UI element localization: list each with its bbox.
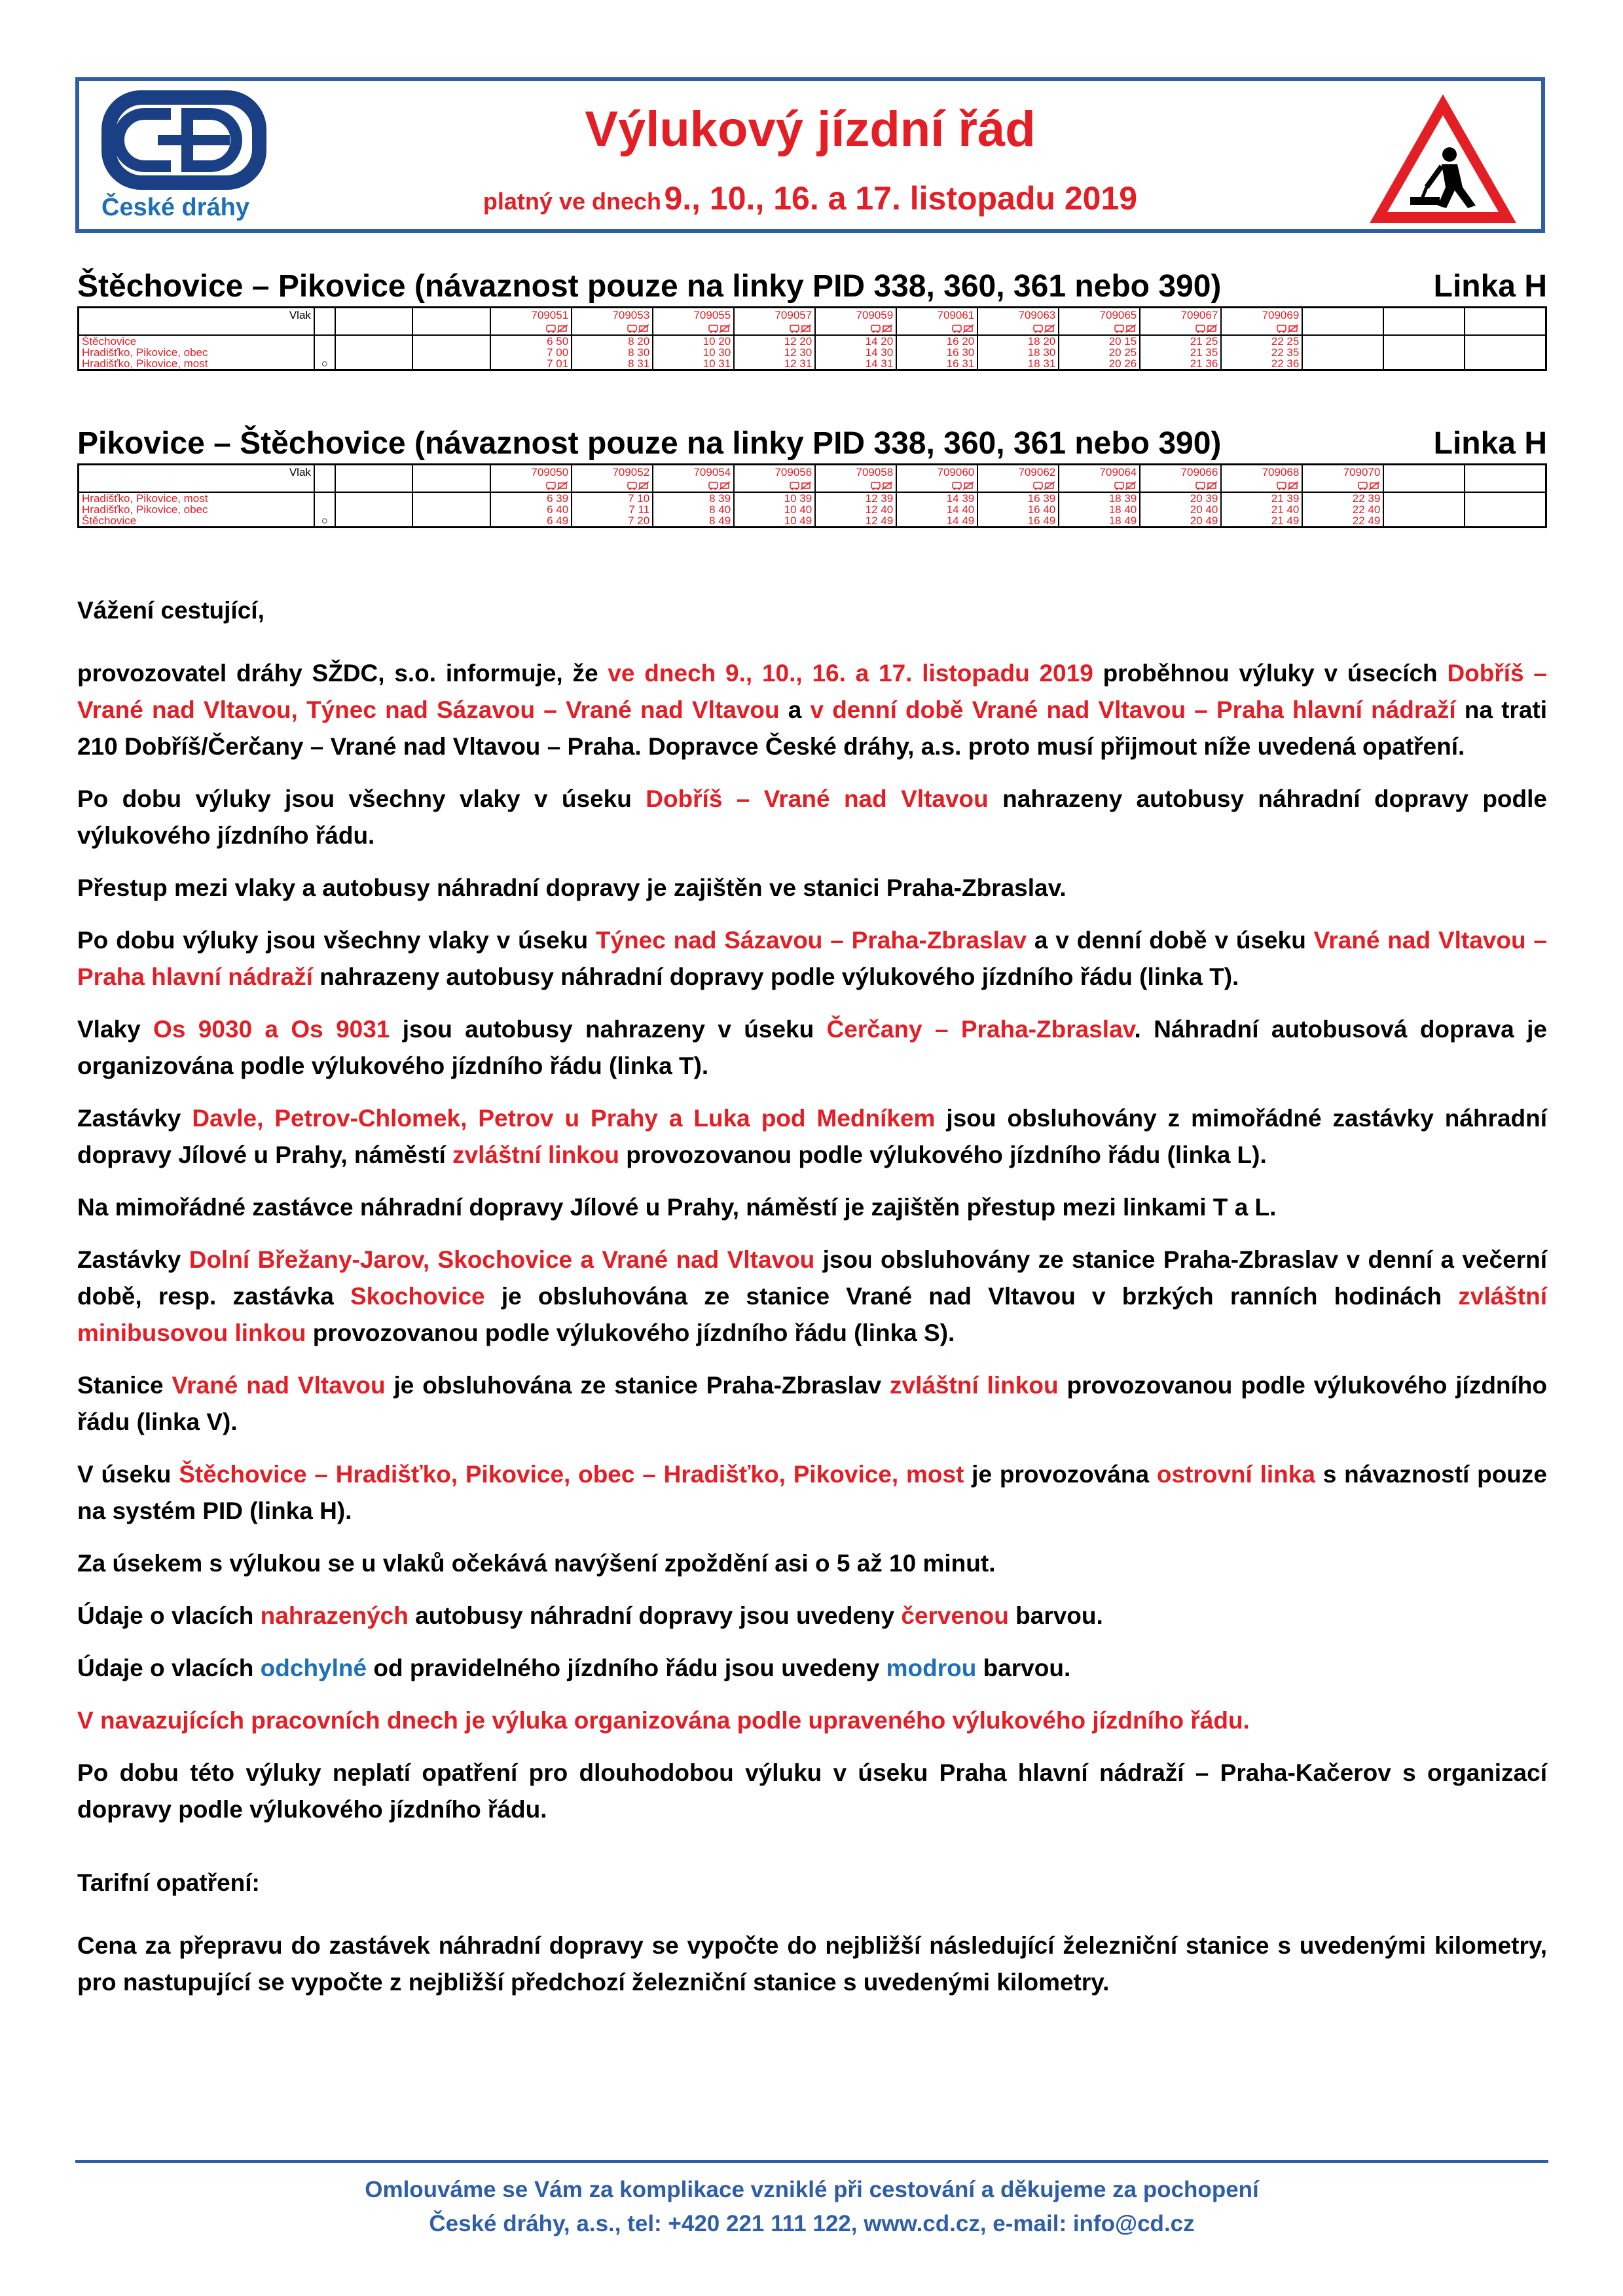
highlight-text: zvláštní minibusovou linkou bbox=[77, 1283, 1547, 1346]
train-number: 709056 bbox=[734, 465, 815, 479]
departure-time: 12 31 bbox=[734, 358, 815, 370]
empty-cell bbox=[1383, 504, 1465, 515]
empty-cell bbox=[412, 515, 490, 528]
paragraph-text: Zastávky bbox=[77, 1246, 189, 1273]
empty-cell bbox=[1302, 321, 1383, 335]
departure-time: 7 01 bbox=[490, 358, 572, 370]
highlight-text: Dobříš – Vrané nad Vltavou bbox=[646, 785, 989, 812]
bus-replacement-icon bbox=[977, 478, 1059, 492]
departure-time: 10 39 bbox=[734, 492, 815, 504]
highlight-text: odchylné bbox=[260, 1655, 367, 1681]
departure-time: 22 40 bbox=[1302, 504, 1383, 515]
departure-time: 10 40 bbox=[734, 504, 815, 515]
train-number: 709050 bbox=[490, 465, 572, 479]
departure-time: 21 36 bbox=[1140, 358, 1221, 370]
train-number: 709060 bbox=[896, 465, 977, 479]
empty-cell bbox=[412, 492, 490, 504]
departure-time: 12 49 bbox=[815, 515, 896, 528]
departure-time: 20 49 bbox=[1140, 515, 1221, 528]
departure-time: 12 30 bbox=[734, 347, 815, 358]
station-mark: ○ bbox=[314, 358, 335, 370]
departure-time bbox=[1302, 335, 1383, 347]
paragraph-text: nahrazeny autobusy náhradní dopravy podle výlukového jízdního řádu. bbox=[77, 785, 1547, 849]
paragraph bbox=[77, 1189, 1547, 1226]
departure-time: 6 49 bbox=[490, 515, 572, 528]
highlight-text: Skochovice bbox=[350, 1283, 485, 1310]
paragraph bbox=[77, 922, 1547, 996]
departure-time: 8 20 bbox=[572, 335, 653, 347]
mark-cell bbox=[314, 308, 335, 322]
empty-cell bbox=[1383, 335, 1465, 347]
bus-replacement-icon bbox=[572, 321, 653, 335]
departure-time: 10 20 bbox=[653, 335, 734, 347]
subtitle-prefix: platný ve dnech bbox=[483, 188, 661, 215]
departure-time: 12 40 bbox=[815, 504, 896, 515]
paragraph-text: od pravidelného jízdního řádu jsou uvedeny bbox=[367, 1655, 886, 1681]
departure-time: 8 31 bbox=[572, 358, 653, 370]
empty-cell bbox=[1465, 347, 1546, 358]
paragraph-text: jsou obsluhovány ze stanice Praha-Zbraslav v denní a večerní době, resp. zastávka bbox=[77, 1246, 1547, 1310]
header-box bbox=[75, 77, 1545, 233]
station-name: Hradišťko, Pikovice, most bbox=[79, 358, 314, 370]
page-subtitle bbox=[79, 179, 1541, 217]
train-number: 709058 bbox=[815, 465, 896, 479]
departure-time: 22 25 bbox=[1221, 335, 1302, 347]
departure-time: 18 30 bbox=[977, 347, 1059, 358]
paragraph-text: barvou. bbox=[1008, 1602, 1103, 1629]
footer-contact: České dráhy, a.s., tel: +420 221 111 122, www.cd.cz, e-mail: info@cd.cz bbox=[429, 2211, 1195, 2236]
empty-cell bbox=[412, 335, 490, 347]
empty-cell bbox=[1465, 492, 1546, 504]
highlight-text: červenou bbox=[901, 1602, 1009, 1629]
paragraph-text: Po dobu výluky jsou všechny vlaky v úseku bbox=[77, 785, 646, 812]
departure-time: 18 31 bbox=[977, 358, 1059, 370]
footer-divider bbox=[75, 2160, 1548, 2163]
departure-time: 14 30 bbox=[815, 347, 896, 358]
bus-replacement-icon bbox=[653, 321, 734, 335]
highlight-text: V navazujících pracovních dnech je výluka organizována podle upraveného výlukového jízdního řádu. bbox=[77, 1707, 1250, 1734]
train-number: 709055 bbox=[653, 308, 734, 322]
header-label: Vlak bbox=[79, 308, 314, 322]
paragraph-text: provozovanou podle výlukového jízdního řádu (linka S). bbox=[306, 1319, 955, 1346]
table1-route: Štěchovice – Pikovice (návaznost pouze na linky PID 338, 360, 361 nebo 390) bbox=[77, 269, 1222, 304]
departure-time: 14 20 bbox=[815, 335, 896, 347]
highlight-text: Os 9030 a Os 9031 bbox=[153, 1016, 390, 1043]
header-label: Vlak bbox=[79, 465, 314, 479]
bus-replacement-icon bbox=[490, 321, 572, 335]
departure-time: 16 40 bbox=[977, 504, 1059, 515]
empty-cell bbox=[335, 358, 413, 370]
paragraph bbox=[77, 1367, 1547, 1441]
train-number: 709062 bbox=[977, 465, 1059, 479]
empty-cell bbox=[335, 478, 413, 492]
train-number: 709065 bbox=[1059, 308, 1140, 322]
highlight-text: zvláštní linkou bbox=[452, 1141, 619, 1168]
empty-cell bbox=[1465, 515, 1546, 528]
bus-replacement-icon bbox=[815, 321, 896, 335]
highlight-text: Štěchovice – Hradišťko, Pikovice, obec – Hradišťko, Pikovice, most bbox=[179, 1461, 964, 1488]
paragraph bbox=[77, 781, 1547, 854]
station-name: Hradišťko, Pikovice, obec bbox=[79, 504, 314, 515]
departure-time: 12 39 bbox=[815, 492, 896, 504]
paragraph bbox=[77, 1650, 1547, 1687]
paragraph-text: Údaje o vlacích bbox=[77, 1655, 261, 1681]
departure-time: 20 39 bbox=[1140, 492, 1221, 504]
empty-cell bbox=[1465, 358, 1546, 370]
departure-time: 14 31 bbox=[815, 358, 896, 370]
departure-time: 20 25 bbox=[1059, 347, 1140, 358]
paragraph bbox=[77, 1456, 1547, 1530]
paragraph-text: je obsluhována ze stanice Vrané nad Vltavou v brzkých ranních hodinách bbox=[484, 1283, 1459, 1310]
footer bbox=[75, 2173, 1548, 2241]
departure-time: 16 20 bbox=[896, 335, 977, 347]
bus-replacement-icon bbox=[1302, 478, 1383, 492]
paragraph-text: Zastávky bbox=[77, 1105, 192, 1132]
highlight-text: Dolní Břežany-Jarov, Skochovice a Vrané nad Vltavou bbox=[189, 1246, 815, 1273]
paragraph-text: proběhnou výluky v úsecích bbox=[1093, 660, 1448, 687]
departure-time: 20 15 bbox=[1059, 335, 1140, 347]
departure-time: 7 00 bbox=[490, 347, 572, 358]
paragraph-text: Po dobu výluky jsou všechny vlaky v úseku bbox=[77, 927, 596, 954]
timetable-1 bbox=[77, 306, 1547, 371]
paragraph-text: a v denní době v úseku bbox=[1027, 927, 1314, 954]
bus-replacement-icon bbox=[896, 321, 977, 335]
timetable-2 bbox=[77, 463, 1547, 528]
table2-title bbox=[77, 425, 1547, 461]
station-mark bbox=[314, 347, 335, 358]
empty-cell bbox=[1383, 358, 1465, 370]
paragraph bbox=[77, 1702, 1547, 1739]
empty-cell bbox=[1465, 335, 1546, 347]
highlight-text: Vrané nad Vltavou bbox=[172, 1372, 386, 1399]
bus-replacement-icon bbox=[734, 478, 815, 492]
train-number: 709052 bbox=[572, 465, 653, 479]
notice-body bbox=[77, 592, 1547, 2017]
bus-replacement-icon bbox=[1221, 478, 1302, 492]
empty-cell bbox=[412, 347, 490, 358]
train-number: 709054 bbox=[653, 465, 734, 479]
departure-time: 6 39 bbox=[490, 492, 572, 504]
paragraph-text: Na mimořádné zastávce náhradní dopravy Jílové u Prahy, náměstí je zajištěn přestup mezi linkami T a L. bbox=[77, 1194, 1277, 1221]
departure-time: 14 40 bbox=[896, 504, 977, 515]
train-number: 709057 bbox=[734, 308, 815, 322]
station-mark bbox=[314, 504, 335, 515]
train-number: 709061 bbox=[896, 308, 977, 322]
departure-time: 22 35 bbox=[1221, 347, 1302, 358]
empty-cell bbox=[412, 358, 490, 370]
paragraph-text: jsou autobusy nahrazeny v úseku bbox=[390, 1016, 827, 1043]
table2-route: Pikovice – Štěchovice (návaznost pouze na linky PID 338, 360, 361 nebo 390) bbox=[77, 426, 1222, 461]
paragraph bbox=[77, 1755, 1547, 1828]
station-mark bbox=[314, 335, 335, 347]
station-name: Hradišťko, Pikovice, most bbox=[79, 492, 314, 504]
empty-cell bbox=[335, 465, 413, 479]
empty-cell bbox=[1465, 308, 1546, 322]
paragraph-text: provozovatel dráhy SŽDC, s.o. informuje, že bbox=[77, 660, 608, 687]
paragraph-text: barvou. bbox=[976, 1655, 1071, 1681]
empty-cell bbox=[1383, 347, 1465, 358]
paragraph-text: Údaje o vlacích bbox=[77, 1602, 261, 1629]
departure-time: 20 40 bbox=[1140, 504, 1221, 515]
empty-cell bbox=[314, 321, 335, 335]
highlight-text: Čerčany – Praha-Zbraslav bbox=[826, 1016, 1135, 1043]
departure-time: 22 39 bbox=[1302, 492, 1383, 504]
train-number: 709066 bbox=[1140, 465, 1221, 479]
empty-cell bbox=[1465, 504, 1546, 515]
departure-time: 16 31 bbox=[896, 358, 977, 370]
empty-cell bbox=[412, 478, 490, 492]
paragraph-text: Za úsekem s výlukou se u vlaků očekává navýšení zpoždění asi o 5 až 10 minut. bbox=[77, 1550, 996, 1577]
station-mark bbox=[314, 492, 335, 504]
bus-replacement-icon bbox=[1059, 321, 1140, 335]
paragraph-text: s návazností pouze na systém PID (linka H). bbox=[77, 1461, 1547, 1524]
departure-time: 18 20 bbox=[977, 335, 1059, 347]
station-name: Hradišťko, Pikovice, obec bbox=[79, 347, 314, 358]
empty-cell bbox=[412, 321, 490, 335]
bus-replacement-icon bbox=[896, 478, 977, 492]
paragraph-text: na trati 210 Dobříš/Čerčany – Vrané nad Vltavou – Praha. Dopravce České dráhy, a.s. proto musí přijmout níže uvedená opatření. bbox=[77, 696, 1548, 760]
paragraph bbox=[77, 1100, 1547, 1174]
paragraph-text: V úseku bbox=[77, 1461, 179, 1488]
departure-time: 18 39 bbox=[1059, 492, 1140, 504]
train-number: 709068 bbox=[1221, 465, 1302, 479]
departure-time: 18 40 bbox=[1059, 504, 1140, 515]
paragraph bbox=[77, 655, 1547, 765]
highlight-text: nahrazených bbox=[260, 1602, 409, 1629]
empty-cell bbox=[412, 504, 490, 515]
train-number bbox=[1302, 308, 1383, 322]
paragraph bbox=[77, 1011, 1547, 1085]
departure-time: 22 36 bbox=[1221, 358, 1302, 370]
paragraph-text: . Náhradní autobusová doprava je organizována podle výlukového jízdního řádu (linka T). bbox=[77, 1016, 1547, 1079]
paragraph bbox=[77, 870, 1547, 906]
departure-time: 21 40 bbox=[1221, 504, 1302, 515]
paragraph bbox=[77, 1598, 1547, 1634]
bus-replacement-icon bbox=[1140, 478, 1221, 492]
departure-time: 16 49 bbox=[977, 515, 1059, 528]
bus-replacement-icon bbox=[977, 321, 1059, 335]
empty-cell bbox=[335, 492, 413, 504]
departure-time: 12 20 bbox=[734, 335, 815, 347]
train-number: 709069 bbox=[1221, 308, 1302, 322]
departure-time: 14 39 bbox=[896, 492, 977, 504]
paragraph-text: jsou obsluhovány z mimořádné zastávky náhradní dopravy Jílové u Prahy, náměstí bbox=[77, 1105, 1548, 1168]
departure-time: 8 30 bbox=[572, 347, 653, 358]
paragraph-text: Po dobu této výluky neplatí opatření pro dlouhodobou výluku v úseku Praha hlavní nádraží – Praha-Kačerov s organizací dopravy podle výlukového jízdního řádu. bbox=[77, 1759, 1547, 1823]
train-number: 709059 bbox=[815, 308, 896, 322]
empty-cell bbox=[1383, 321, 1465, 335]
departure-time bbox=[1302, 358, 1383, 370]
mark-cell bbox=[314, 465, 335, 479]
train-number: 709067 bbox=[1140, 308, 1221, 322]
empty-cell bbox=[335, 515, 413, 528]
highlight-text: Davle, Petrov-Chlomek, Petrov u Prahy a Luka pod Medníkem bbox=[192, 1105, 936, 1132]
highlight-text: ve dnech 9., 10., 16. a 17. listopadu 2019 bbox=[608, 660, 1093, 687]
paragraph-text: je provozována bbox=[964, 1461, 1157, 1488]
paragraph-text: Přestup mezi vlaky a autobusy náhradní dopravy je zajištěn ve stanici Praha-Zbraslav. bbox=[77, 874, 1067, 901]
highlight-text: Dobříš – Vrané nad Vltavou, Týnec nad Sázavou – Vrané nad Vltavou bbox=[77, 660, 1547, 723]
train-number: 709063 bbox=[977, 308, 1059, 322]
paragraph-text: autobusy náhradní dopravy jsou uvedeny bbox=[408, 1602, 902, 1629]
paragraph bbox=[77, 1545, 1547, 1582]
paragraph-text: je obsluhována ze stanice Praha-Zbraslav bbox=[385, 1372, 890, 1399]
highlight-text: v denní době Vrané nad Vltavou – Praha hlavní nádraží bbox=[810, 696, 1456, 723]
departure-time: 6 50 bbox=[490, 335, 572, 347]
footer-apology: Omlouváme se Vám za komplikace vzniklé při cestování a děkujeme za pochopení bbox=[365, 2177, 1259, 2202]
paragraph-text: provozovanou podle výlukového jízdního řádu (linka V). bbox=[77, 1372, 1548, 1435]
station-mark: ○ bbox=[314, 515, 335, 528]
highlight-text: modrou bbox=[886, 1655, 977, 1681]
paragraph bbox=[77, 1928, 1547, 2001]
paragraph-text: Vlaky bbox=[77, 1016, 154, 1043]
highlight-text: Vrané nad Vltavou – Praha hlavní nádraží bbox=[77, 927, 1547, 990]
bus-replacement-icon bbox=[572, 478, 653, 492]
paragraph-text: a bbox=[779, 696, 811, 723]
table1-line: Linka H bbox=[1433, 269, 1547, 304]
departure-time: 21 25 bbox=[1140, 335, 1221, 347]
departure-time: 8 40 bbox=[653, 504, 734, 515]
bus-replacement-icon bbox=[653, 478, 734, 492]
table2-line: Linka H bbox=[1433, 426, 1547, 461]
page-title: Výlukový jízdní řád bbox=[585, 101, 1036, 157]
departure-time: 10 31 bbox=[653, 358, 734, 370]
highlight-text: Týnec nad Sázavou – Praha-Zbraslav bbox=[595, 927, 1027, 954]
empty-cell bbox=[335, 308, 413, 322]
bus-replacement-icon bbox=[1221, 321, 1302, 335]
train-number: 709053 bbox=[572, 308, 653, 322]
greeting: Vážení cestující, bbox=[77, 597, 264, 624]
departure-time: 22 49 bbox=[1302, 515, 1383, 528]
empty-cell bbox=[335, 321, 413, 335]
departure-time: 8 49 bbox=[653, 515, 734, 528]
empty-cell bbox=[1383, 515, 1465, 528]
departure-time: 21 39 bbox=[1221, 492, 1302, 504]
bus-replacement-icon bbox=[1059, 478, 1140, 492]
departure-time: 14 49 bbox=[896, 515, 977, 528]
highlight-text: ostrovní linka bbox=[1156, 1461, 1315, 1488]
empty-cell bbox=[1383, 465, 1465, 479]
empty-cell bbox=[335, 504, 413, 515]
empty-cell bbox=[1383, 492, 1465, 504]
empty-cell bbox=[1465, 478, 1546, 492]
logo-text: České dráhy bbox=[101, 194, 250, 221]
departure-time: 16 39 bbox=[977, 492, 1059, 504]
empty-cell bbox=[1383, 308, 1465, 322]
subtitle-dates: 9., 10., 16. a 17. listopadu 2019 bbox=[664, 180, 1138, 217]
paragraph bbox=[77, 1242, 1547, 1352]
paragraph-text: Stanice bbox=[77, 1372, 172, 1399]
roadworks-warning-icon bbox=[1364, 89, 1522, 230]
departure-time: 21 49 bbox=[1221, 515, 1302, 528]
empty-cell bbox=[79, 321, 314, 335]
departure-time: 7 11 bbox=[572, 504, 653, 515]
empty-cell bbox=[1383, 478, 1465, 492]
bus-replacement-icon bbox=[490, 478, 572, 492]
paragraph-text: provozovanou podle výlukového jízdního řádu (linka L). bbox=[619, 1141, 1267, 1168]
empty-cell bbox=[1465, 321, 1546, 335]
departure-time: 21 35 bbox=[1140, 347, 1221, 358]
station-name: Štěchovice bbox=[79, 335, 314, 347]
empty-cell bbox=[314, 478, 335, 492]
table1-title bbox=[77, 268, 1547, 304]
departure-time: 6 40 bbox=[490, 504, 572, 515]
departure-time: 10 49 bbox=[734, 515, 815, 528]
departure-time: 8 39 bbox=[653, 492, 734, 504]
bus-replacement-icon bbox=[815, 478, 896, 492]
paragraph-text: Cena za přepravu do zastávek náhradní dopravy se vypočte do nejbližší následující železniční stanice s uvedenými kilometry, pro nastupující se vypočte z nejbližší předchozí železniční stanice s uvedenými kilometry. bbox=[77, 1932, 1547, 1996]
bus-replacement-icon bbox=[734, 321, 815, 335]
departure-time: 10 30 bbox=[653, 347, 734, 358]
departure-time bbox=[1302, 347, 1383, 358]
train-number: 709051 bbox=[490, 308, 572, 322]
empty-cell bbox=[412, 465, 490, 479]
empty-cell bbox=[335, 335, 413, 347]
departure-time: 20 26 bbox=[1059, 358, 1140, 370]
highlight-text: zvláštní linkou bbox=[890, 1372, 1059, 1399]
tariff-heading: Tarifní opatření: bbox=[77, 1869, 260, 1896]
departure-time: 7 10 bbox=[572, 492, 653, 504]
train-number: 709064 bbox=[1059, 465, 1140, 479]
empty-cell bbox=[1465, 465, 1546, 479]
train-number: 709070 bbox=[1302, 465, 1383, 479]
departure-time: 16 30 bbox=[896, 347, 977, 358]
empty-cell bbox=[335, 347, 413, 358]
departure-time: 18 49 bbox=[1059, 515, 1140, 528]
bus-replacement-icon bbox=[1140, 321, 1221, 335]
empty-cell bbox=[412, 308, 490, 322]
empty-cell bbox=[79, 478, 314, 492]
paragraph-text: nahrazeny autobusy náhradní dopravy podle výlukového jízdního řádu (linka T). bbox=[312, 963, 1239, 990]
departure-time: 7 20 bbox=[572, 515, 653, 528]
station-name: Štěchovice bbox=[79, 515, 314, 528]
